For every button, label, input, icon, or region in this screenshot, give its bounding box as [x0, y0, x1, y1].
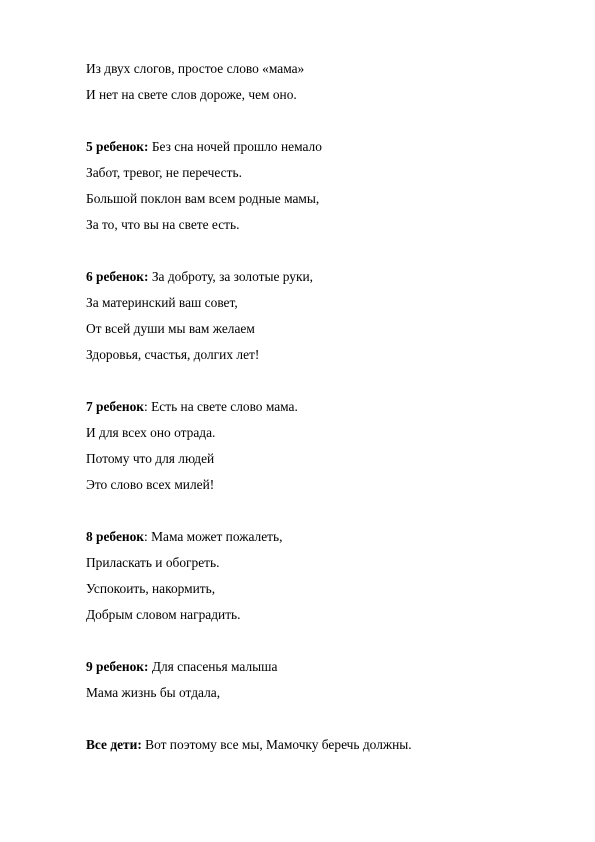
- poem-line: Большой поклон вам всем родные мамы,: [86, 191, 320, 206]
- stanza-first-line: [86, 524, 566, 550]
- poem-line: От всей души мы вам желаем: [86, 321, 255, 336]
- stanza-first-line: [86, 394, 566, 420]
- poem-text: : Мама может пожалеть,: [144, 529, 283, 544]
- poem-line: Успокоить, накормить,: [86, 581, 216, 596]
- speaker-label: 9 ребенок:: [86, 659, 149, 674]
- poem-text: За доброту, за золотые руки,: [148, 269, 313, 284]
- speaker-label: Все дети:: [86, 737, 142, 752]
- poem-line: Потому что для людей: [86, 451, 215, 466]
- speaker-label: 8 ребенок: [86, 529, 145, 544]
- poem-line: Забот, тревог, не перечесть.: [86, 165, 242, 180]
- poem-line: Добрым словом наградить.: [86, 607, 241, 622]
- poem-line: За материнский ваш совет,: [86, 295, 238, 310]
- speaker-label: 7 ребенок: [86, 399, 145, 414]
- stanza-gap: [86, 628, 566, 654]
- poem-line: Здоровья, счастья, долгих лет!: [86, 347, 260, 362]
- poem-text: Вот поэтому все мы, Мамочку беречь должны.: [141, 737, 412, 752]
- poem-text: Для спасенья малыша: [148, 659, 278, 674]
- intro-line: Из двух слогов, простое слово «мама»: [86, 61, 305, 76]
- stanza-gap: [86, 368, 566, 394]
- stanza-gap: [86, 238, 566, 264]
- stanza-first-line: [86, 732, 566, 758]
- speaker-label: 5 ребенок:: [86, 139, 149, 154]
- intro-line: И нет на свете слов дороже, чем оно.: [86, 87, 297, 102]
- poem-line: Приласкать и обогреть.: [86, 555, 220, 570]
- poem-line: Это слово всех милей!: [86, 477, 215, 492]
- poem-line: Мама жизнь бы отдала,: [86, 685, 221, 700]
- stanza-first-line: [86, 654, 566, 680]
- speaker-label: 6 ребенок:: [86, 269, 149, 284]
- stanza-gap: [86, 706, 566, 732]
- poem-line: За то, что вы на свете есть.: [86, 217, 240, 232]
- poem-line: И для всех оно отрада.: [86, 425, 216, 440]
- poem-text: : Есть на свете слово мама.: [144, 399, 298, 414]
- poem-text: Без сна ночей прошло немало: [148, 139, 322, 154]
- document-page: [86, 56, 566, 758]
- stanza-first-line: [86, 264, 566, 290]
- stanza-first-line: [86, 134, 566, 160]
- stanza-gap: [86, 498, 566, 524]
- stanza-gap: [86, 108, 566, 134]
